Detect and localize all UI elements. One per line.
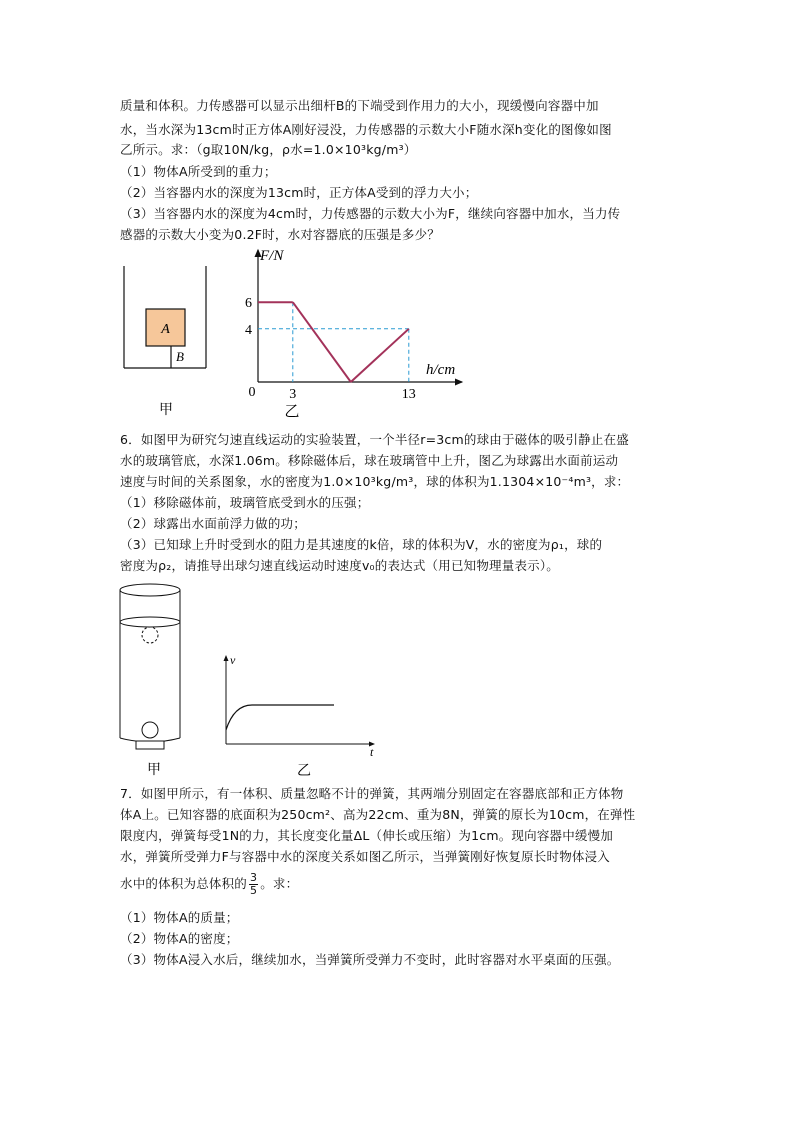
- p5-figure-jia: [118, 262, 214, 422]
- figure-yi-caption: 乙: [297, 764, 311, 778]
- p7-question-1: （1）物体A的质量；: [120, 910, 239, 925]
- figure-jia-caption: 甲: [159, 403, 173, 418]
- x-axis-label: h/cm: [426, 362, 456, 378]
- block-a-label: A: [161, 322, 170, 337]
- magnet: [136, 741, 164, 749]
- p5-text-line-3: 乙所示。求：（g取10N/kg，ρ水=1.0×10³kg/m³）: [120, 142, 417, 157]
- series-segment-3: [351, 329, 409, 382]
- p7-text-line-2: 体A上。已知容器的底面积为250cm²、高为22cm、重为8N，弹簧的原长为10cm，在弹性: [120, 807, 636, 822]
- p5-question-1: （1）物体A所受到的重力；: [120, 164, 277, 179]
- p7-question-2: （2）物体A的密度；: [120, 931, 239, 946]
- figure-jia-caption: 甲: [147, 763, 161, 778]
- p7-text-line-5: [120, 872, 298, 897]
- p7-line5-pre: 水中的体积为总体积的: [120, 876, 248, 891]
- fraction-numerator: 3: [250, 871, 258, 884]
- p6-question-3-line-1: （3）已知球上升时受到水的阻力是其速度的k倍，球的体积为V，水的密度为ρ₁，球的: [120, 537, 603, 552]
- y-axis-label: F/N: [260, 248, 284, 264]
- water-surface: [120, 617, 180, 627]
- p6-text-line-1: 6．如图甲为研究匀速直线运动的实验装置，一个半径r=3cm的球由于磁体的吸引静止在盛: [120, 432, 629, 447]
- v-axis-label: v: [230, 653, 236, 667]
- origin-label: 0: [248, 385, 256, 400]
- series-segment-2: [293, 302, 351, 382]
- p5-text-line-2: 水，当水深为13cm时正方体A刚好浸没，力传感器的示数大小F随水深h变化的图像如图: [120, 122, 612, 137]
- p6-figure-jia: [112, 580, 192, 780]
- p6-text-line-2: 水的玻璃管底，水深1.06m。移除磁体后，球在玻璃管中上升，图乙为球露出水面前运动: [120, 453, 619, 468]
- x-tick-label-3: 3: [289, 387, 297, 402]
- velocity-curve: [226, 705, 334, 730]
- p6-question-2: （2）球露出水面前浮力做的功；: [120, 516, 306, 531]
- chart-caption: 乙: [284, 404, 300, 420]
- t-axis-label: t: [370, 745, 374, 759]
- p5-figure-yi-chart: [240, 244, 470, 420]
- rod-b-label: B: [176, 349, 184, 364]
- x-tick-label-13: 13: [401, 387, 416, 402]
- p7-question-3: （3）物体A浸入水后，继续加水，当弹簧所受弹力不变时，此时容器对水平桌面的压强。: [120, 952, 620, 967]
- p7-text-line-1: 7．如图甲所示，有一体积、质量忽略不计的弹簧，其两端分别固定在容器底部和正方体物: [120, 786, 624, 801]
- p7-text-line-4: 水，弹簧所受弹力F与容器中水的深度关系如图乙所示，当弹簧刚好恢复原长时物体浸入: [120, 849, 610, 864]
- p6-text-line-3: 速度与时间的关系图象，水的密度为1.0×10³kg/m³，球的体积为1.1304×10⁻⁴m³，求：: [120, 474, 630, 489]
- p7-line5-post: 。求：: [260, 876, 299, 891]
- p7-text-line-3: 限度内，弹簧每受1N的力，其长度变化量ΔL（伸长或压缩）为1cm。现向容器中缓慢加: [120, 828, 614, 843]
- tube-top-rim: [120, 584, 180, 596]
- p6-question-1: （1）移除磁体前，玻璃管底受到水的压强；: [120, 495, 370, 510]
- fraction-denominator: 5: [250, 884, 258, 897]
- p5-text-line-1: 质量和体积。力传感器可以显示出细杆B的下端受到作用力的大小，现缓慢向容器中加: [120, 98, 599, 113]
- p5-question-3-line-1: （3）当容器内水的深度为4cm时，力传感器的示数大小为F，继续向容器中加水，当力传: [120, 206, 621, 221]
- ball-surface-dashed: [142, 627, 158, 643]
- p6-figure-yi-vt-graph: [212, 648, 384, 778]
- p5-question-3-line-2: 感器的示数大小变为0.2F时，水对容器底的压强是多少？: [120, 227, 440, 242]
- y-tick-label-6: 6: [245, 296, 252, 312]
- y-tick-label-4: 4: [245, 322, 252, 338]
- p5-question-2: （2）当容器内水的深度为13cm时，正方体A受到的浮力大小；: [120, 185, 478, 200]
- p6-question-3-line-2: 密度为ρ₂，请推导出球匀速直线运动时速度v₀的表达式（用已知物理量表示）。: [120, 558, 560, 573]
- fraction-three-fifths: [249, 872, 258, 897]
- ball-bottom: [142, 722, 158, 738]
